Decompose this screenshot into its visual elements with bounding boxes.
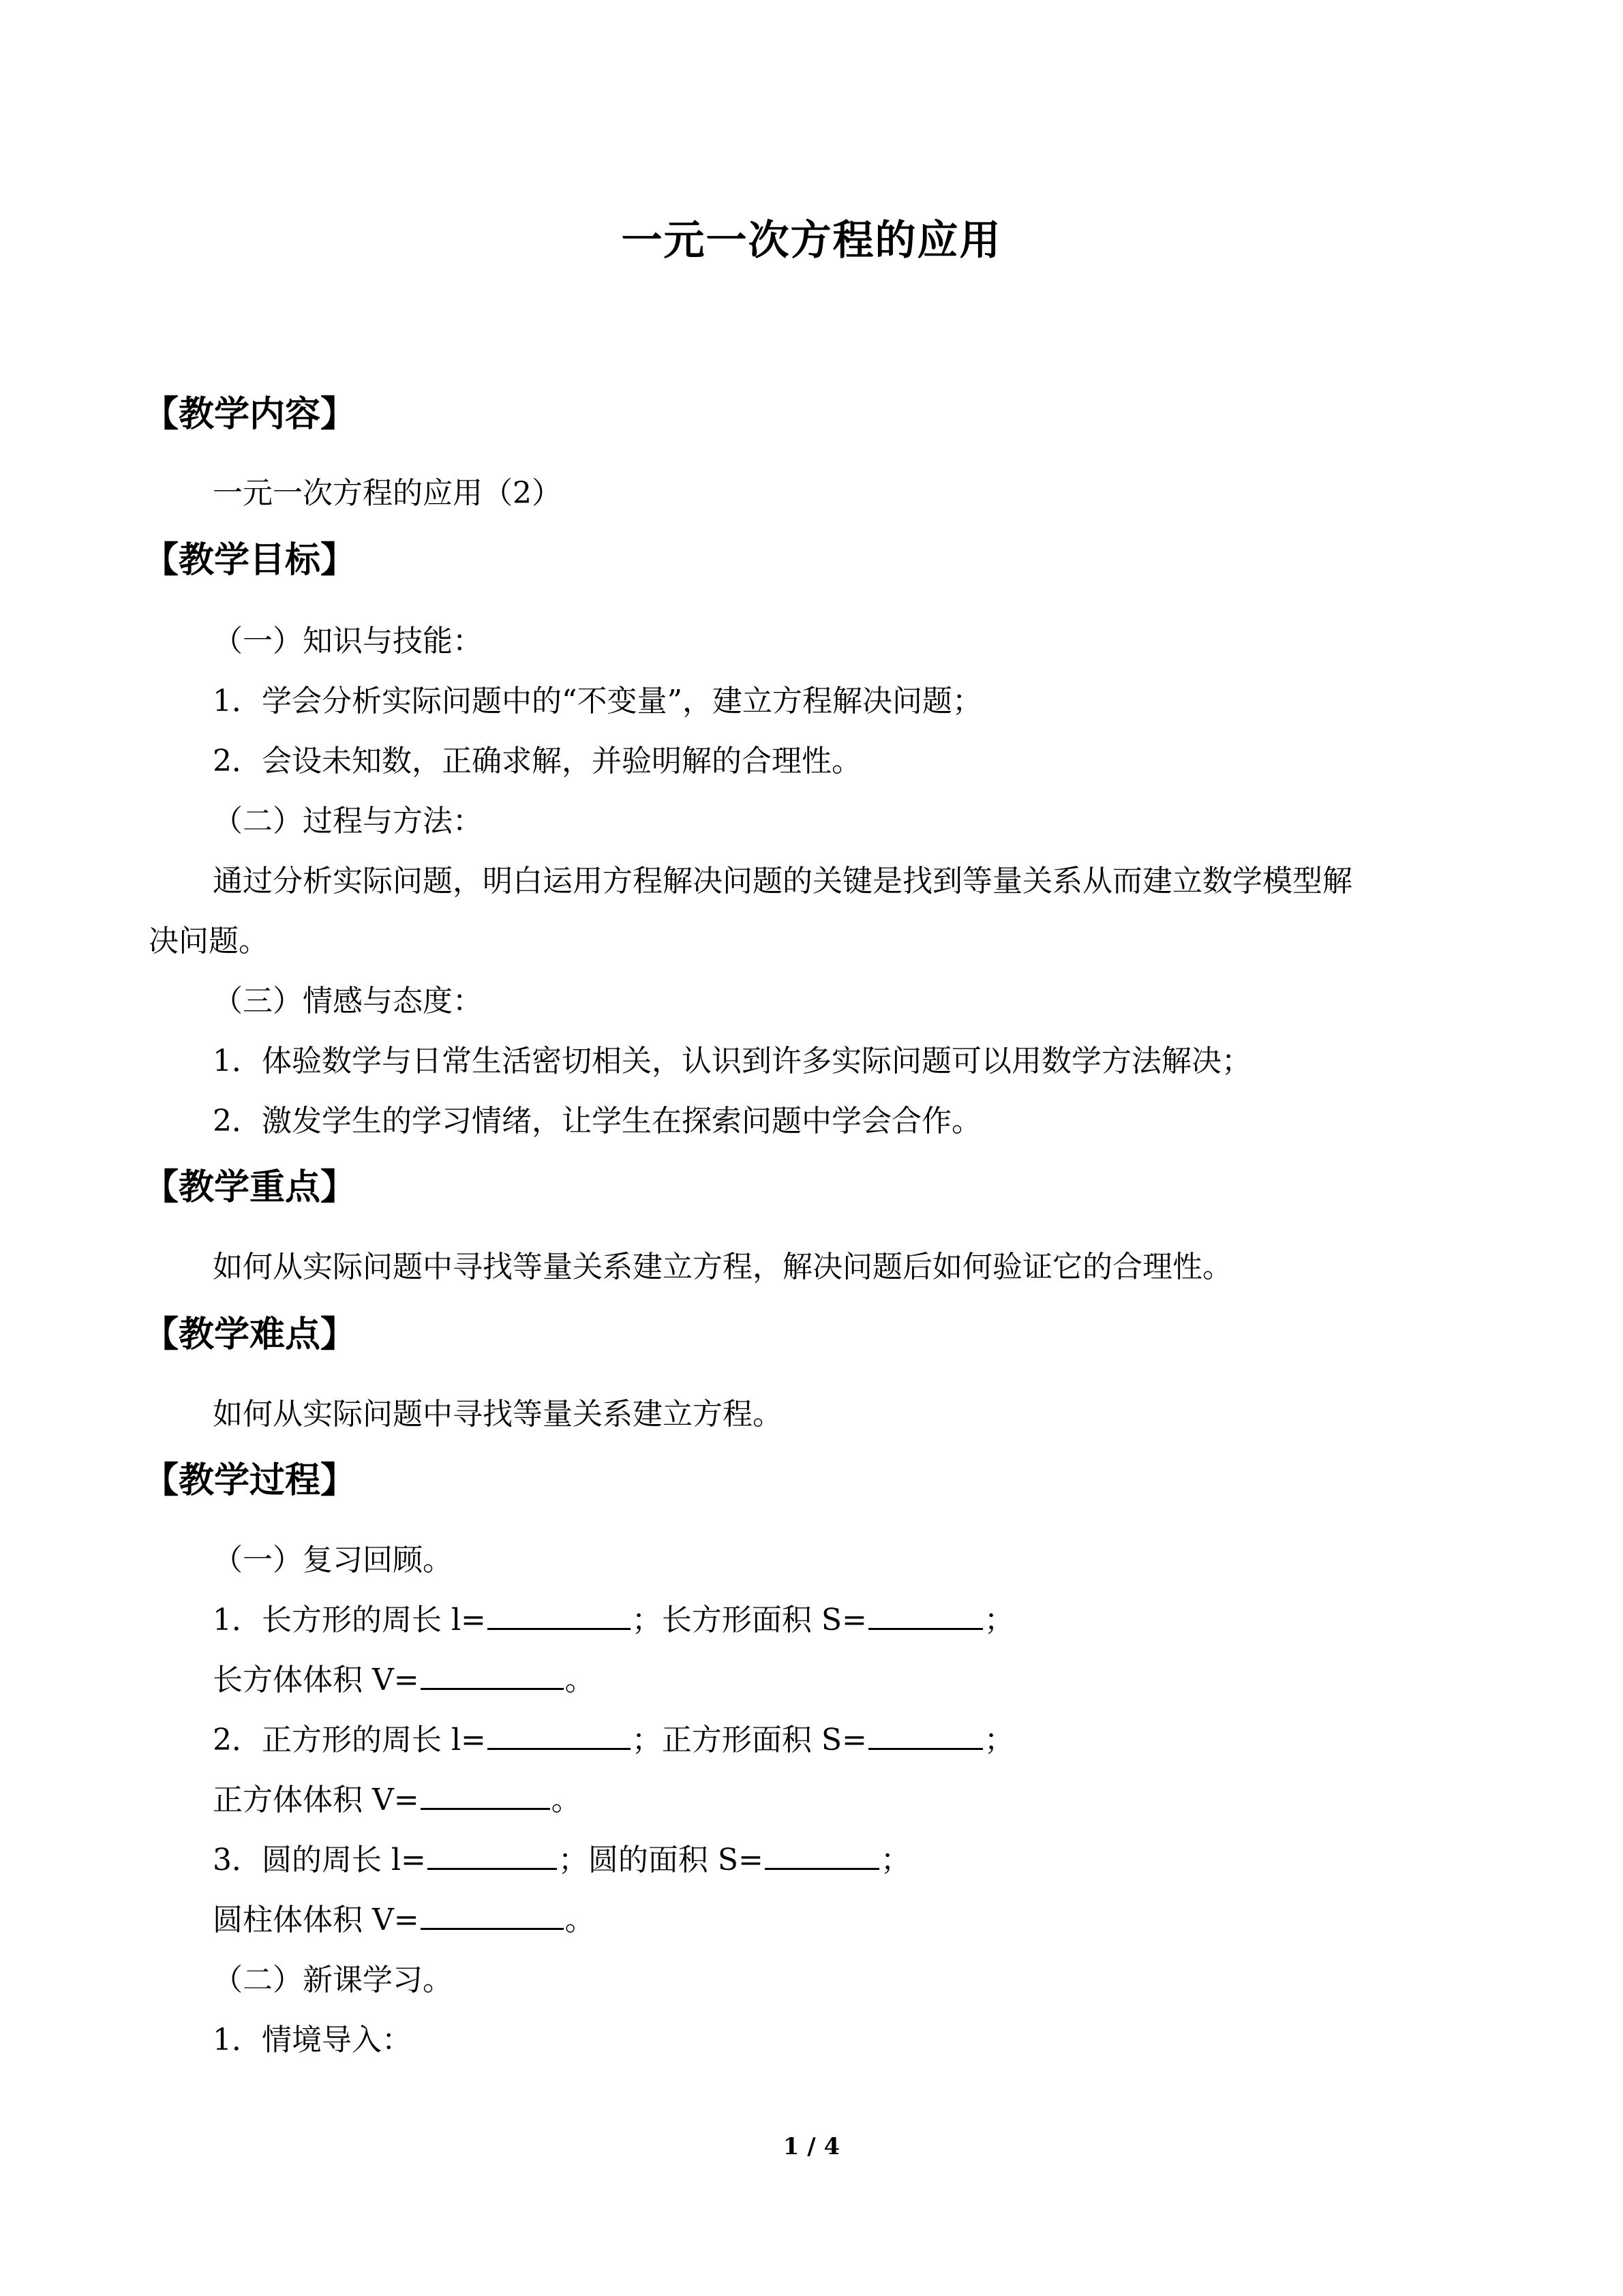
objectives-sub-knowledge: （一）知识与技能： — [213, 624, 483, 659]
document-title: 一元一次方程的应用 — [621, 217, 1002, 265]
q3-area-label: ；圆的面积 S= — [558, 1843, 763, 1877]
q3-volume-blank[interactable] — [421, 1903, 564, 1930]
heading-key-points: 【教学重点】 — [143, 1167, 357, 1208]
q2-area-blank[interactable] — [868, 1723, 983, 1750]
q3-perimeter-label: 3．圆的周长 l= — [213, 1843, 426, 1877]
objectives-item-4: 2．激发学生的学习情绪，让学生在探索问题中学会合作。 — [213, 1104, 982, 1138]
q1-volume-label: 长方体体积 V= — [213, 1663, 419, 1697]
key-points-text: 如何从实际问题中寻找等量关系建立方程，解决问题后如何验证它的合理性。 — [213, 1250, 1232, 1284]
objectives-item-2: 2．会设未知数，正确求解，并验明解的合理性。 — [213, 744, 862, 779]
review-question-1-volume — [213, 1659, 595, 1702]
q1-volume-blank[interactable] — [421, 1663, 564, 1690]
review-question-1 — [213, 1599, 1014, 1642]
q2-semicolon: ； — [984, 1723, 1014, 1757]
q1-perimeter-label: 1．长方形的周长 l= — [213, 1603, 486, 1637]
process-sub-review: （一）复习回顾。 — [213, 1543, 453, 1577]
objectives-paragraph-line-2: 决问题。 — [149, 924, 269, 958]
heading-difficulties: 【教学难点】 — [143, 1314, 357, 1355]
objectives-sub-process: （二）过程与方法： — [213, 804, 483, 839]
q2-perimeter-label: 2．正方形的周长 l= — [213, 1723, 486, 1757]
q3-area-blank[interactable] — [765, 1843, 879, 1870]
heading-teaching-objectives: 【教学目标】 — [143, 540, 357, 581]
q2-area-label: ；正方形面积 S= — [631, 1723, 867, 1757]
objectives-paragraph-line-1: 通过分析实际问题，明白运用方程解决问题的关键是找到等量关系从而建立数学模型解 — [213, 864, 1352, 898]
difficulties-text: 如何从实际问题中寻找等量关系建立方程。 — [213, 1397, 783, 1432]
q2-volume-label: 正方体体积 V= — [213, 1783, 419, 1817]
q1-semicolon: ； — [984, 1603, 1014, 1637]
q2-volume-blank[interactable] — [421, 1783, 550, 1810]
objectives-item-3: 1．体验数学与日常生活密切相关，认识到许多实际问题可以用数学方法解决； — [213, 1044, 1252, 1078]
teaching-content-text: 一元一次方程的应用（2） — [213, 476, 562, 511]
heading-teaching-process: 【教学过程】 — [143, 1460, 357, 1501]
q1-area-label: ；长方形面积 S= — [631, 1603, 867, 1637]
objectives-sub-attitude: （三）情感与态度： — [213, 984, 483, 1018]
q3-volume-label: 圆柱体体积 V= — [213, 1903, 419, 1937]
q2-perimeter-blank[interactable] — [487, 1723, 631, 1750]
q3-perimeter-blank[interactable] — [427, 1843, 557, 1870]
review-question-2 — [213, 1719, 1014, 1762]
q1-perimeter-blank[interactable] — [487, 1603, 631, 1630]
review-question-2-volume — [213, 1779, 581, 1822]
q2-period: 。 — [551, 1783, 581, 1817]
q1-period: 。 — [564, 1663, 595, 1697]
q3-semicolon: ； — [880, 1843, 911, 1877]
q1-area-blank[interactable] — [868, 1603, 983, 1630]
objectives-item-1: 1．学会分析实际问题中的“不变量”，建立方程解决问题； — [213, 684, 982, 719]
review-question-3 — [213, 1839, 911, 1882]
review-question-3-volume — [213, 1899, 595, 1942]
page-number: 1 / 4 — [783, 2133, 840, 2160]
heading-teaching-content: 【教学内容】 — [143, 394, 357, 435]
process-item-situation-intro: 1．情境导入： — [213, 2023, 412, 2057]
process-sub-new-lesson: （二）新课学习。 — [213, 1963, 453, 1997]
q3-period: 。 — [564, 1903, 595, 1937]
